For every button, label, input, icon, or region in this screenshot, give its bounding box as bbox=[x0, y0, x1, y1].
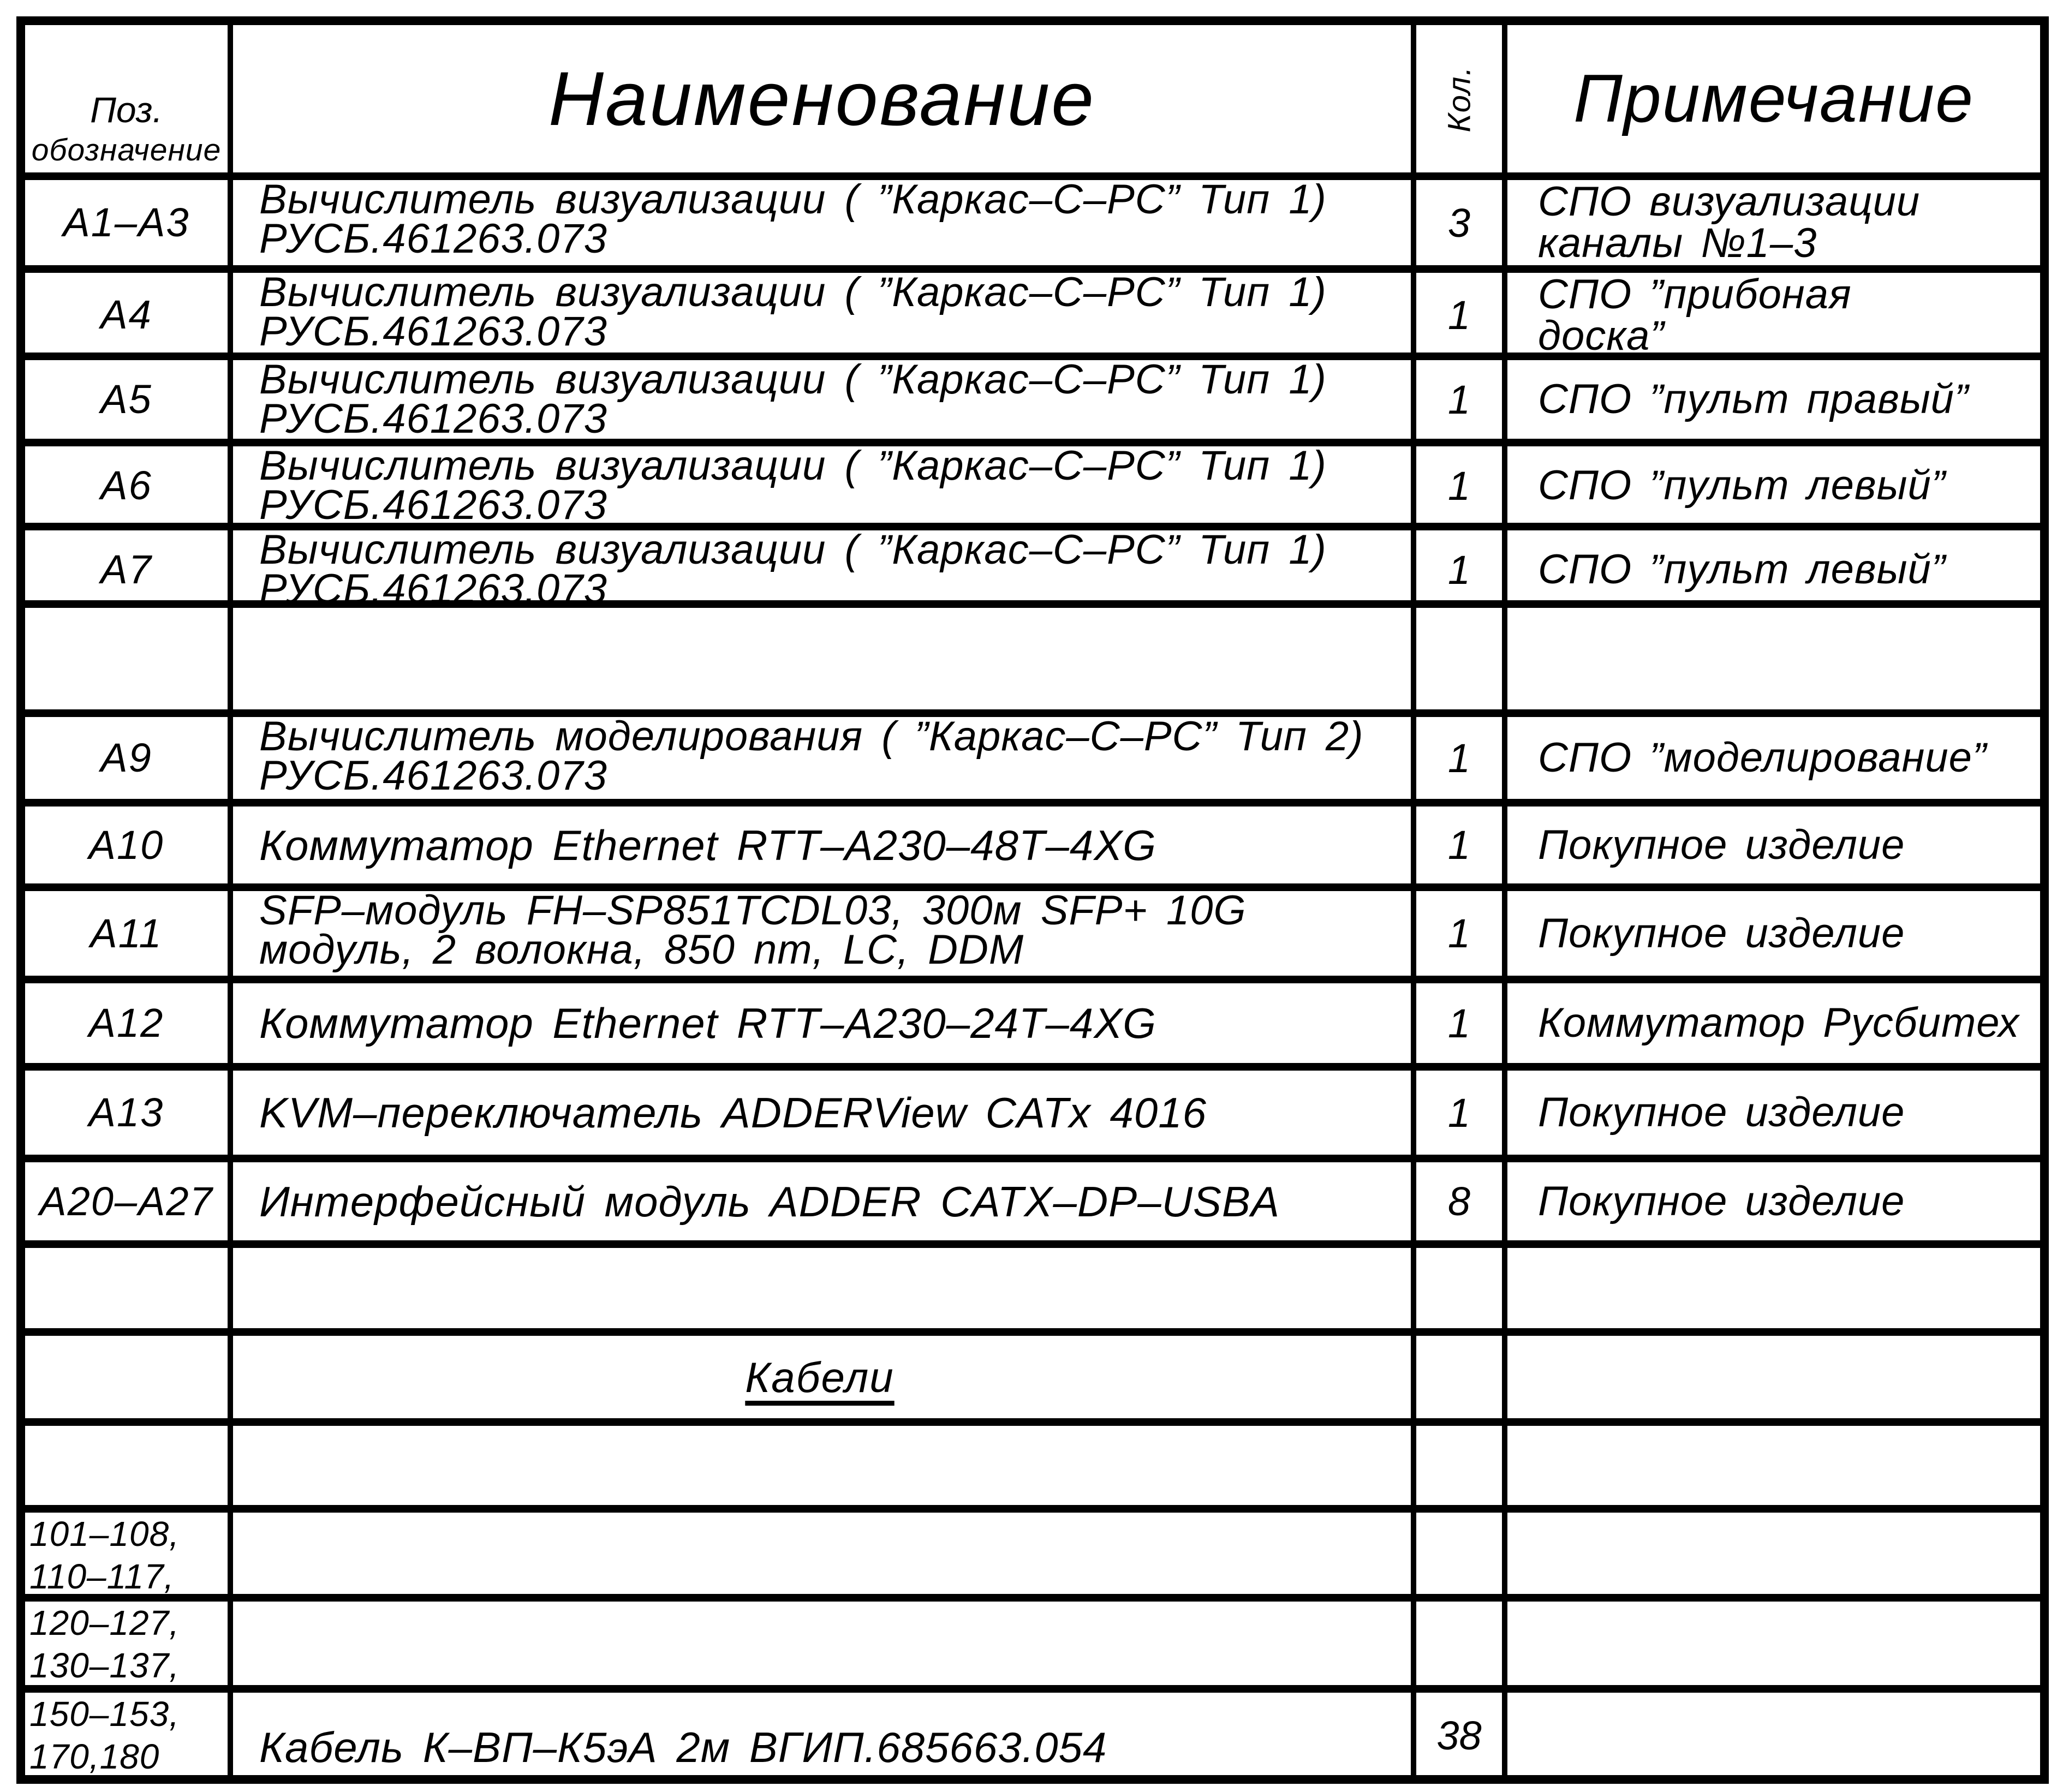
pos-cell bbox=[25, 1336, 233, 1418]
pos-cell bbox=[25, 1426, 233, 1505]
pos-text: А4 bbox=[100, 292, 152, 337]
note-line: СПО визуализации bbox=[1538, 178, 1921, 225]
qty-value: 1 bbox=[1447, 463, 1471, 509]
pos-text: А1–А3 bbox=[63, 200, 190, 245]
name-cell bbox=[233, 356, 1416, 442]
col-header-note bbox=[1507, 25, 2040, 172]
pos-cell bbox=[25, 530, 233, 609]
pos-cell bbox=[25, 891, 233, 976]
pos-text: А7 bbox=[100, 547, 152, 592]
note-line: Покупное изделие bbox=[1538, 821, 1905, 868]
qty-cell bbox=[1416, 180, 1507, 265]
qty-cell bbox=[1416, 1248, 1507, 1328]
qty-cell bbox=[1416, 608, 1507, 709]
qty-cell bbox=[1416, 807, 1507, 883]
pos-text: А5 bbox=[100, 377, 152, 422]
table-row-empty bbox=[25, 1426, 2040, 1513]
note-cell bbox=[1507, 1071, 2040, 1155]
spec-table bbox=[16, 16, 2049, 1784]
table-row bbox=[25, 983, 2040, 1071]
name-cell bbox=[233, 1336, 1416, 1418]
qty-cell bbox=[1416, 983, 1507, 1063]
name-line: Коммутатор Ethernet RTT–A230–24T–4XG bbox=[259, 999, 1156, 1047]
col-header-pos-line2: обозначение bbox=[31, 133, 222, 168]
qty-cell bbox=[1416, 891, 1507, 976]
name-line: Вычислитель визуализации ( ”Каркас–С–РС” Тип 1) bbox=[259, 269, 1327, 315]
pos-cell bbox=[25, 273, 233, 357]
note-line: СПО ”моделирование” bbox=[1538, 734, 1987, 781]
table-row bbox=[25, 1162, 2040, 1248]
note-line: СПО ”пульт левый” bbox=[1538, 462, 1946, 509]
pos-cell bbox=[25, 717, 233, 799]
note-cell bbox=[1507, 1336, 2040, 1418]
qty-cell bbox=[1416, 273, 1507, 357]
col-header-name bbox=[233, 25, 1416, 172]
note-cell bbox=[1507, 1426, 2040, 1505]
pos-cell bbox=[25, 360, 233, 439]
note-cell bbox=[1507, 1248, 2040, 1328]
note-cell bbox=[1507, 273, 2040, 357]
name-cell bbox=[233, 1426, 1416, 1505]
name-line: SFP–модуль FH–SP851TCDL03, 300м SFP+ 10G bbox=[259, 887, 1247, 934]
col-header-qty-label: Кол. bbox=[1441, 65, 1477, 132]
pos-text: 120–127, bbox=[29, 1603, 180, 1642]
name-line: Интерфейсный модуль ADDER CATX–DP–USBA bbox=[259, 1177, 1280, 1226]
pos-cell bbox=[25, 983, 233, 1063]
table-row bbox=[25, 807, 2040, 891]
name-line: РУСБ.461263.073 bbox=[259, 482, 607, 528]
qty-cell bbox=[1416, 1602, 1507, 1687]
pos-cell bbox=[25, 1071, 233, 1155]
name-cell bbox=[233, 983, 1416, 1063]
pos-text: А12 bbox=[88, 1000, 164, 1046]
pos-text: А6 bbox=[100, 463, 152, 508]
note-cell bbox=[1507, 180, 2040, 265]
qty-value: 1 bbox=[1447, 547, 1471, 593]
name-line: Вычислитель визуализации ( ”Каркас–С–РС” Тип 1) bbox=[259, 527, 1327, 573]
spec-table-header bbox=[25, 25, 2040, 180]
qty-value: 38 bbox=[1436, 1712, 1482, 1758]
name-line: Вычислитель визуализации ( ”Каркас–С–РС” Тип 1) bbox=[259, 176, 1327, 223]
col-header-note-label: Примечание bbox=[1573, 61, 1975, 136]
table-row bbox=[25, 269, 2040, 360]
qty-value: 1 bbox=[1447, 292, 1471, 338]
qty-value: 1 bbox=[1447, 735, 1471, 781]
col-header-pos bbox=[25, 25, 233, 172]
pos-cell bbox=[25, 446, 233, 525]
pos-cell bbox=[25, 1513, 233, 1598]
note-line: каналы №1–3 bbox=[1538, 220, 1817, 266]
note-line: Коммутатор Русбитех bbox=[1538, 1000, 2020, 1046]
name-cell bbox=[233, 1162, 1416, 1240]
name-cell bbox=[233, 807, 1416, 883]
note-cell bbox=[1507, 717, 2040, 799]
name-line: РУСБ.461263.073 bbox=[259, 396, 607, 442]
name-line: Вычислитель визуализации ( ”Каркас–С–РС” Тип 1) bbox=[259, 356, 1327, 403]
pos-cell bbox=[25, 608, 233, 709]
name-cell bbox=[233, 176, 1416, 265]
note-cell bbox=[1507, 1513, 2040, 1598]
name-cell bbox=[233, 1513, 1416, 1598]
qty-cell bbox=[1416, 1513, 1507, 1598]
note-line: Покупное изделие bbox=[1538, 910, 1905, 957]
name-cell bbox=[233, 1693, 1416, 1778]
pos-text: А20–А27 bbox=[39, 1178, 213, 1224]
pos-cell bbox=[25, 1162, 233, 1240]
note-cell bbox=[1507, 608, 2040, 709]
pos-text: 110–117, bbox=[29, 1557, 175, 1596]
table-row bbox=[25, 1071, 2040, 1162]
note-cell bbox=[1507, 360, 2040, 439]
note-line: Покупное изделие bbox=[1538, 1178, 1905, 1224]
pos-text: А13 bbox=[88, 1090, 164, 1135]
section-row bbox=[25, 1336, 2040, 1426]
name-cell bbox=[233, 1248, 1416, 1328]
name-line: РУСБ.461263.073 bbox=[259, 308, 607, 355]
note-line: Покупное изделие bbox=[1538, 1089, 1905, 1136]
qty-cell bbox=[1416, 1693, 1507, 1778]
qty-value: 1 bbox=[1447, 822, 1471, 868]
note-line: СПО ”прибоная bbox=[1538, 271, 1852, 318]
name-line: Вычислитель моделирования ( ”Каркас–С–РС” Тип 2) bbox=[259, 713, 1364, 760]
name-line: РУСБ.461263.073 bbox=[259, 216, 607, 262]
pos-cell bbox=[25, 1693, 233, 1778]
table-row bbox=[25, 1602, 2040, 1693]
name-cell bbox=[233, 1602, 1416, 1687]
note-cell bbox=[1507, 983, 2040, 1063]
note-line: СПО ”пульт правый” bbox=[1538, 376, 1969, 422]
qty-cell bbox=[1416, 530, 1507, 609]
name-cell bbox=[233, 527, 1416, 612]
name-line: модуль, 2 волокна, 850 nm, LC, DDM bbox=[259, 927, 1024, 973]
table-row bbox=[25, 887, 2040, 983]
name-line: Вычислитель визуализации ( ”Каркас–С–РС” Тип 1) bbox=[259, 443, 1327, 489]
name-line: РУСБ.461263.073 bbox=[259, 752, 607, 799]
pos-text: 101–108, bbox=[29, 1514, 180, 1554]
name-line: РУСБ.461263.073 bbox=[259, 566, 607, 612]
note-cell bbox=[1507, 446, 2040, 525]
qty-cell bbox=[1416, 1162, 1507, 1240]
table-row bbox=[25, 356, 2040, 446]
pos-text: А11 bbox=[90, 910, 163, 956]
name-line: Кабель К–ВП–К5эА 2м ВГИП.685663.054 bbox=[259, 1723, 1107, 1771]
col-header-pos-line1: Поз. bbox=[90, 89, 163, 130]
qty-cell bbox=[1416, 360, 1507, 439]
pos-cell bbox=[25, 1248, 233, 1328]
pos-text: А9 bbox=[100, 735, 152, 780]
note-cell bbox=[1507, 1693, 2040, 1778]
table-row bbox=[25, 176, 2040, 273]
qty-cell bbox=[1416, 717, 1507, 799]
name-cell bbox=[233, 269, 1416, 357]
name-cell bbox=[233, 1071, 1416, 1155]
section-title: Кабели bbox=[745, 1353, 895, 1401]
col-header-qty bbox=[1416, 25, 1507, 172]
pos-cell bbox=[25, 807, 233, 883]
note-line: доска” bbox=[1538, 313, 1665, 359]
pos-text: 150–153, bbox=[29, 1694, 180, 1734]
pos-cell bbox=[25, 1602, 233, 1687]
note-line: СПО ”пульт левый” bbox=[1538, 546, 1946, 593]
table-row bbox=[25, 713, 2040, 807]
qty-value: 1 bbox=[1447, 1090, 1471, 1136]
name-line: KVM–переключатель ADDERView CATx 4016 bbox=[259, 1089, 1207, 1137]
pos-text: 130–137, bbox=[29, 1646, 180, 1685]
table-row bbox=[25, 527, 2040, 612]
pos-text: 170,180 bbox=[29, 1737, 160, 1776]
qty-cell bbox=[1416, 1336, 1507, 1418]
table-row bbox=[25, 443, 2040, 530]
qty-value: 1 bbox=[1447, 911, 1471, 956]
qty-cell bbox=[1416, 446, 1507, 525]
name-cell bbox=[233, 887, 1416, 976]
name-line: Коммутатор Ethernet RTT–A230–48T–4XG bbox=[259, 821, 1156, 869]
pos-text: А10 bbox=[88, 822, 164, 868]
note-cell bbox=[1507, 1602, 2040, 1687]
qty-cell bbox=[1416, 1071, 1507, 1155]
note-cell bbox=[1507, 891, 2040, 976]
table-row bbox=[25, 1693, 2040, 1775]
note-cell bbox=[1507, 807, 2040, 883]
qty-value: 3 bbox=[1447, 200, 1471, 246]
qty-value: 1 bbox=[1447, 377, 1471, 422]
note-cell bbox=[1507, 530, 2040, 609]
qty-value: 8 bbox=[1447, 1179, 1471, 1224]
pos-cell bbox=[25, 180, 233, 265]
qty-cell bbox=[1416, 1426, 1507, 1505]
table-row-empty bbox=[25, 608, 2040, 717]
table-row bbox=[25, 1513, 2040, 1602]
spec-table-body bbox=[25, 176, 2040, 1776]
name-cell bbox=[233, 608, 1416, 709]
name-cell bbox=[233, 713, 1416, 799]
note-cell bbox=[1507, 1162, 2040, 1240]
table-row-empty bbox=[25, 1248, 2040, 1336]
name-cell bbox=[233, 443, 1416, 528]
qty-value: 1 bbox=[1447, 1000, 1471, 1046]
col-header-name-label: Наименование bbox=[548, 56, 1096, 141]
